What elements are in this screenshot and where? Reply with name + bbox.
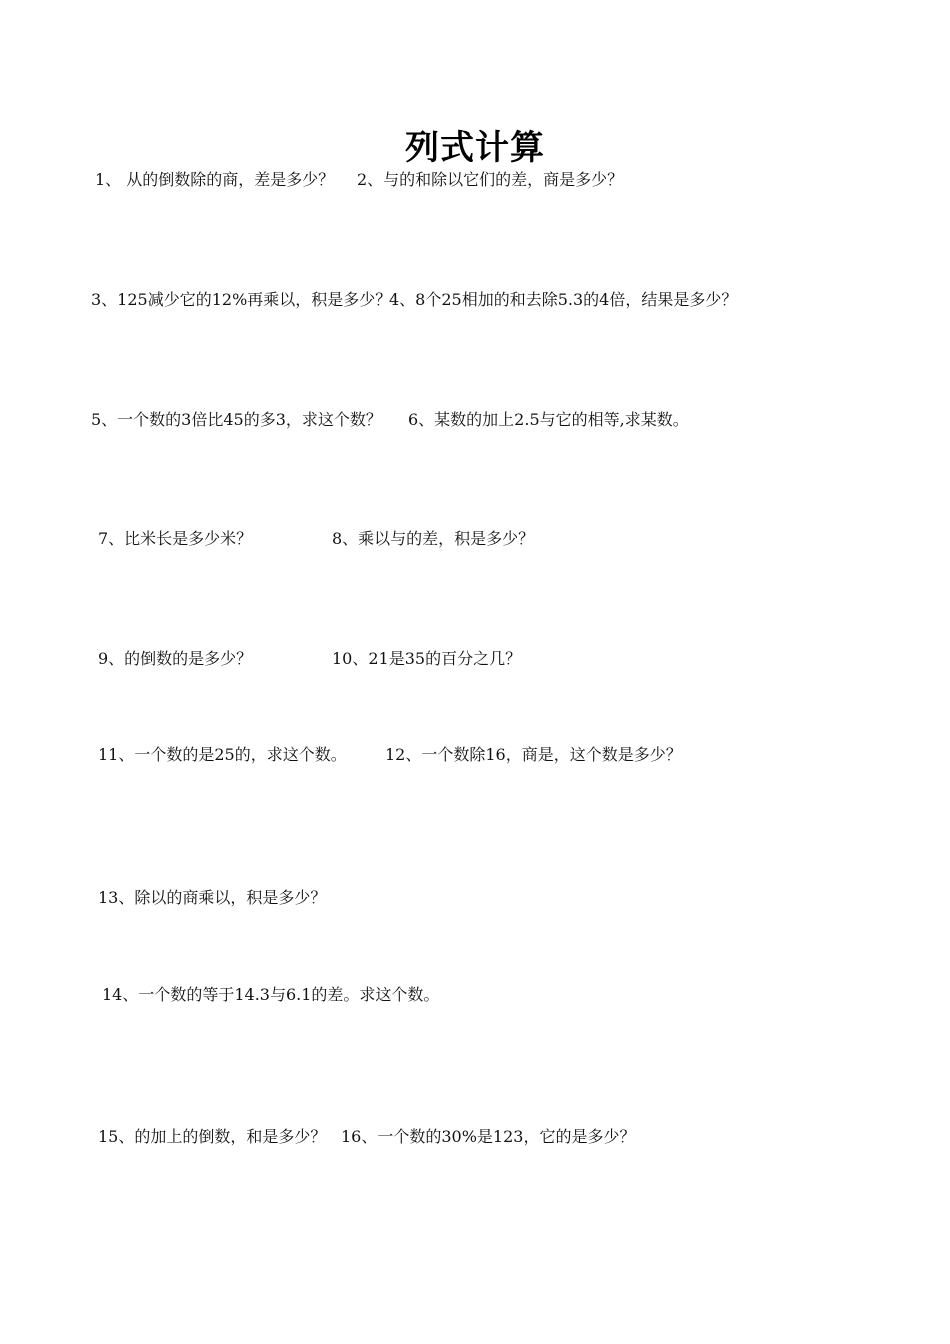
page-title: 列式计算 xyxy=(405,128,545,168)
question-4: 4、8个25相加的和去除5.3的4倍，结果是多少？ xyxy=(389,290,738,309)
question-1: 1、 从的倒数除的商，差是多少？ xyxy=(95,170,335,189)
question-12: 12、一个数除16，商是，这个数是多少？ xyxy=(385,745,682,764)
question-7: 7、比米长是多少米？ xyxy=(98,529,253,548)
question-11: 11、一个数的是25的，求这个数。 xyxy=(98,745,347,764)
question-16: 16、一个数的30%是123，它的是多少？ xyxy=(341,1127,636,1146)
question-6: 6、某数的加上2.5与它的相等,求某数。 xyxy=(408,410,689,429)
question-5: 5、一个数的3倍比45的多3，求这个数？ xyxy=(91,410,382,429)
question-13: 13、除以的商乘以，积是多少？ xyxy=(98,888,327,907)
question-14: 14、一个数的等于14.3与6.1的差。求这个数。 xyxy=(102,985,440,1004)
question-3: 3、125减少它的12%再乘以，积是多少？ xyxy=(91,290,392,309)
question-8: 8、乘以与的差，积是多少？ xyxy=(332,529,535,548)
question-9: 9、的倒数的是多少？ xyxy=(98,649,253,668)
question-10: 10、21是35的百分之几？ xyxy=(332,649,522,668)
question-2: 2、与的和除以它们的差，商是多少？ xyxy=(357,170,624,189)
question-15: 15、的加上的倒数，和是多少？ xyxy=(98,1127,327,1146)
